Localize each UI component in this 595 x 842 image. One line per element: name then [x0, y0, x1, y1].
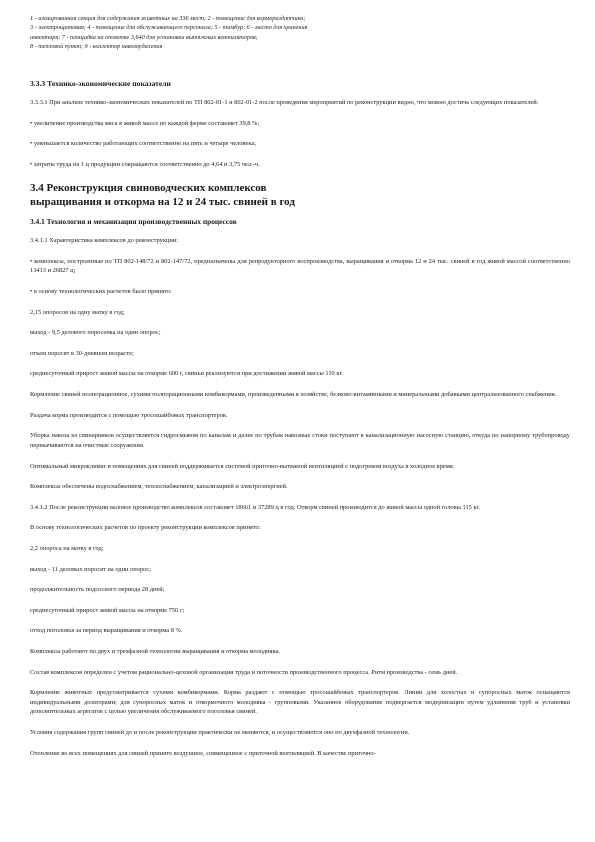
bullet-item: • в основу технологических расчетов было принято:	[30, 288, 172, 296]
paragraph: Условия содержания групп свиней до и после реконструкции практически не меняются, и осуществляются оно по двухфазной технологии.	[30, 729, 410, 737]
paragraph: 3.4.1.1 Характеристика комплексов до реконструкции:	[30, 237, 178, 245]
paragraph: В основу технологических расчетов по проекту реконструкции комплексов принято:	[30, 524, 261, 532]
legend-line: 3 - электрощитовая; 4 - помещение для обслуживающего персонала; 5 - тамбур; 6 - место для хранения	[30, 24, 308, 32]
paragraph: Кормление свиней полнорационное, сухими полнорационными комбикормами, произведенными в хозяйстве, белково-витаминными и минеральными добавками централизованного снабжения.	[30, 391, 557, 399]
paragraph: 3.3.3.1 При анализе технико-экономических показателей по ТП 802-01-1 и 802-01-2 после проведения мероприятий по реконструкции видно, что можно достичь следующих показателей:	[30, 99, 539, 107]
paragraph: Кормление животных предусматривается сухими комбикормами. Корма раздают с помощью тросошайбовых транспортеров. Линии для холостых и супоросных маток оснащаются индивидуальными дозаторами; для супоросных маток и откормочного молодняка - групповыми. Указанное оборудование подвергается модернизации путем удлинения труб и установки дополнительных агрегатов с целью увеличения обслуживаемого поголовья свиней.	[30, 689, 570, 716]
paragraph: Комплексы обеспечены водоснабжением, теплоснабжением, канализацией и электроэнергией.	[30, 483, 288, 491]
paragraph: отъем поросят в 30-дневном возрасте;	[30, 349, 134, 357]
section-heading-333: 3.3.3 Технико-экономические показатели	[30, 79, 171, 89]
paragraph: 2,2 опороса на матку в год;	[30, 544, 104, 552]
paragraph: среднесуточный прирост живой массы на откорме 600 г, свиньи реализуются при достижении живой массы 110 кг.	[30, 370, 343, 378]
bullet-item: • уменьшается количество работающих соответственно на пять и четыре человека;	[30, 140, 256, 148]
paragraph: Комплексы работают по двух и трехфазной технологии выращивания и откорма молодняка.	[30, 648, 280, 656]
legend-line: 1 - изолированная секция для содержания животных на 336 мест; 2 - помещение для кормораздатчика;	[30, 15, 306, 22]
legend-line: инвентаря; 7 - площадка на отметке 3,640 для установки вытяжных вентиляторов;	[30, 33, 258, 41]
legend-line: 8 - тепловой пункт; 9 - коллектор навозоудаления	[30, 42, 163, 50]
paragraph: выход - 9,5 делового поросенка на один опорос;	[30, 329, 161, 337]
bullet-item: • комплексы, построенные по ТП 802-148/72 и 802-147/72, предназначены для репродукторного воспроизводства, выращивания и откорма 12 и 24 тыс. свиней в год живой массой соответственно 13413 и 26827 ц;	[30, 257, 570, 275]
bullet-item: • затраты труда на 1 ц продукции сокращаются соответственно до 4,64 и 3,75 чел.-ч.	[30, 161, 260, 169]
paragraph: отход поголовья за период выращивания и откорма 8 %.	[30, 627, 183, 635]
paragraph: Раздача корма производится с помощью тросошайбовых транспортеров.	[30, 411, 228, 419]
figure-legend	[30, 14, 570, 51]
paragraph: выход - 11 деловых поросят на один опорос;	[30, 565, 152, 573]
section-title-line: выращивания и откорма на 12 и 24 тыс. свиней в год	[30, 195, 295, 208]
paragraph: среднесуточный прирост живой массы на откорме 750 г;	[30, 606, 185, 614]
section-title-34	[30, 181, 570, 210]
bullet-item: • увеличение производства мяса в живой массе по каждой ферме составляет 39,8 %;	[30, 119, 260, 127]
paragraph: 2,15 опоросов на одну матку в год;	[30, 308, 125, 316]
paragraph: продолжительность подсосного периода 28 дней;	[30, 586, 165, 594]
document-page	[30, 14, 570, 769]
paragraph: Уборка навоза из свинарников осуществляется гидросмывом по каналам и далее по трубам навозные стоки поступают в канализационную насосную станцию, откуда по напорному трубопроводу перекачиваются на очистные сооружения.	[30, 432, 570, 449]
subsection-heading-341: 3.4.1 Технология и механизация производственных процессов	[30, 217, 237, 227]
paragraph: Отопление во всех помещениях для свиней принято воздушное, совмещенное с приточной вентиляцией. В качестве приточно-	[30, 749, 376, 757]
paragraph: Оптимальный микроклимат в помещениях для свиней поддерживается системой приточно-вытяжной вентиляцией с подогревом воздуха в холодное время.	[30, 462, 455, 470]
section-title-line: 3.4 Реконструкция свиноводческих комплексов	[30, 181, 267, 194]
paragraph: Состав комплексов определен с учетом рационально-цеховой организации труда и поточности производственного процесса. Ритм производства - семь дней.	[30, 668, 458, 676]
paragraph: 3.4.1.2 После реконструкции валовое производство комплексов составляет 18661 и 37289 ц в год. Откорм свиней производится до живой массы одной головы 115 кг.	[30, 503, 481, 511]
